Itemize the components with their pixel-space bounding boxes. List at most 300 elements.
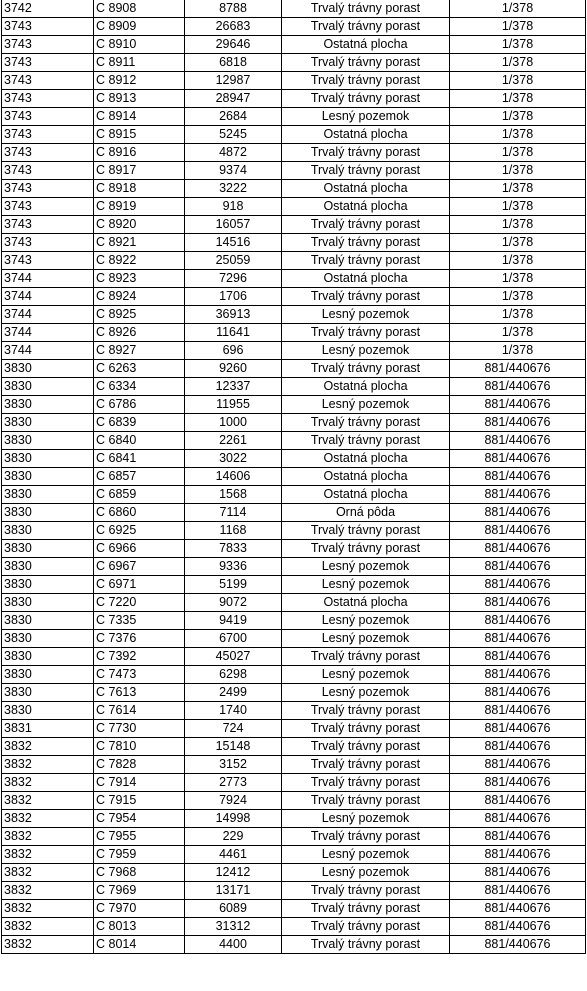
parcel-number-cell: C 8919 bbox=[94, 198, 185, 216]
area-cell: 12412 bbox=[185, 864, 282, 882]
table-row bbox=[2, 450, 586, 468]
parcel-number-cell: C 6971 bbox=[94, 576, 185, 594]
ownership-sheet-cell: 3832 bbox=[2, 864, 94, 882]
land-type-cell: Trvalý trávny porast bbox=[282, 432, 450, 450]
share-cell: 1/378 bbox=[450, 144, 586, 162]
parcel-number-cell: C 7914 bbox=[94, 774, 185, 792]
parcel-number-cell: C 7614 bbox=[94, 702, 185, 720]
parcel-number-cell: C 8926 bbox=[94, 324, 185, 342]
area-cell: 9419 bbox=[185, 612, 282, 630]
ownership-sheet-cell: 3832 bbox=[2, 882, 94, 900]
ownership-sheet-cell: 3830 bbox=[2, 468, 94, 486]
land-type-cell: Trvalý trávny porast bbox=[282, 54, 450, 72]
ownership-sheet-cell: 3832 bbox=[2, 936, 94, 954]
table-row bbox=[2, 630, 586, 648]
share-cell: 881/440676 bbox=[450, 702, 586, 720]
parcel-number-cell: C 6860 bbox=[94, 504, 185, 522]
land-type-cell: Trvalý trávny porast bbox=[282, 414, 450, 432]
area-cell: 2499 bbox=[185, 684, 282, 702]
table-row bbox=[2, 0, 586, 18]
parcel-number-cell: C 8915 bbox=[94, 126, 185, 144]
table-row bbox=[2, 666, 586, 684]
land-type-cell: Lesný pozemok bbox=[282, 666, 450, 684]
land-type-cell: Trvalý trávny porast bbox=[282, 72, 450, 90]
area-cell: 3022 bbox=[185, 450, 282, 468]
table-row bbox=[2, 36, 586, 54]
land-type-cell: Ostatná plocha bbox=[282, 486, 450, 504]
table-row bbox=[2, 468, 586, 486]
area-cell: 4400 bbox=[185, 936, 282, 954]
share-cell: 1/378 bbox=[450, 180, 586, 198]
share-cell: 881/440676 bbox=[450, 612, 586, 630]
ownership-sheet-cell: 3832 bbox=[2, 774, 94, 792]
table-row bbox=[2, 846, 586, 864]
land-type-cell: Trvalý trávny porast bbox=[282, 774, 450, 792]
land-type-cell: Trvalý trávny porast bbox=[282, 252, 450, 270]
table-row bbox=[2, 504, 586, 522]
parcel-number-cell: C 8925 bbox=[94, 306, 185, 324]
parcel-number-cell: C 7954 bbox=[94, 810, 185, 828]
parcel-number-cell: C 8923 bbox=[94, 270, 185, 288]
land-type-cell: Ostatná plocha bbox=[282, 594, 450, 612]
area-cell: 1568 bbox=[185, 486, 282, 504]
share-cell: 881/440676 bbox=[450, 684, 586, 702]
parcel-number-cell: C 7220 bbox=[94, 594, 185, 612]
ownership-sheet-cell: 3832 bbox=[2, 810, 94, 828]
share-cell: 1/378 bbox=[450, 252, 586, 270]
share-cell: 881/440676 bbox=[450, 720, 586, 738]
table-row bbox=[2, 54, 586, 72]
table-row bbox=[2, 702, 586, 720]
ownership-sheet-cell: 3832 bbox=[2, 828, 94, 846]
ownership-sheet-cell: 3830 bbox=[2, 630, 94, 648]
land-type-cell: Trvalý trávny porast bbox=[282, 702, 450, 720]
table-row bbox=[2, 18, 586, 36]
area-cell: 45027 bbox=[185, 648, 282, 666]
ownership-sheet-cell: 3743 bbox=[2, 252, 94, 270]
table-row bbox=[2, 198, 586, 216]
table-row bbox=[2, 108, 586, 126]
ownership-sheet-cell: 3743 bbox=[2, 18, 94, 36]
land-type-cell: Trvalý trávny porast bbox=[282, 216, 450, 234]
share-cell: 881/440676 bbox=[450, 864, 586, 882]
table-row bbox=[2, 918, 586, 936]
land-type-cell: Ostatná plocha bbox=[282, 468, 450, 486]
parcel-number-cell: C 7730 bbox=[94, 720, 185, 738]
land-type-cell: Trvalý trávny porast bbox=[282, 828, 450, 846]
table-row bbox=[2, 486, 586, 504]
table-row bbox=[2, 414, 586, 432]
table-row bbox=[2, 900, 586, 918]
share-cell: 1/378 bbox=[450, 126, 586, 144]
parcel-number-cell: C 8910 bbox=[94, 36, 185, 54]
ownership-sheet-cell: 3743 bbox=[2, 54, 94, 72]
ownership-sheet-cell: 3832 bbox=[2, 846, 94, 864]
table-row bbox=[2, 144, 586, 162]
table-row bbox=[2, 774, 586, 792]
land-type-cell: Trvalý trávny porast bbox=[282, 792, 450, 810]
parcel-number-cell: C 6786 bbox=[94, 396, 185, 414]
area-cell: 25059 bbox=[185, 252, 282, 270]
share-cell: 1/378 bbox=[450, 216, 586, 234]
land-type-cell: Lesný pozemok bbox=[282, 810, 450, 828]
area-cell: 2773 bbox=[185, 774, 282, 792]
ownership-sheet-cell: 3744 bbox=[2, 288, 94, 306]
share-cell: 881/440676 bbox=[450, 882, 586, 900]
area-cell: 7833 bbox=[185, 540, 282, 558]
ownership-sheet-cell: 3830 bbox=[2, 576, 94, 594]
parcel-number-cell: C 8913 bbox=[94, 90, 185, 108]
area-cell: 6818 bbox=[185, 54, 282, 72]
table-row bbox=[2, 882, 586, 900]
area-cell: 12337 bbox=[185, 378, 282, 396]
ownership-sheet-cell: 3830 bbox=[2, 558, 94, 576]
ownership-sheet-cell: 3743 bbox=[2, 72, 94, 90]
share-cell: 881/440676 bbox=[450, 558, 586, 576]
table-row bbox=[2, 828, 586, 846]
table-row bbox=[2, 180, 586, 198]
parcel-number-cell: C 6859 bbox=[94, 486, 185, 504]
ownership-sheet-cell: 3744 bbox=[2, 270, 94, 288]
land-type-cell: Trvalý trávny porast bbox=[282, 756, 450, 774]
share-cell: 881/440676 bbox=[450, 666, 586, 684]
share-cell: 1/378 bbox=[450, 198, 586, 216]
ownership-sheet-cell: 3830 bbox=[2, 522, 94, 540]
share-cell: 881/440676 bbox=[450, 738, 586, 756]
land-type-cell: Trvalý trávny porast bbox=[282, 918, 450, 936]
table-row bbox=[2, 396, 586, 414]
ownership-sheet-cell: 3830 bbox=[2, 666, 94, 684]
ownership-sheet-cell: 3830 bbox=[2, 450, 94, 468]
ownership-sheet-cell: 3830 bbox=[2, 378, 94, 396]
table-row bbox=[2, 594, 586, 612]
share-cell: 1/378 bbox=[450, 270, 586, 288]
area-cell: 918 bbox=[185, 198, 282, 216]
parcel-number-cell: C 8920 bbox=[94, 216, 185, 234]
land-type-cell: Trvalý trávny porast bbox=[282, 540, 450, 558]
share-cell: 1/378 bbox=[450, 288, 586, 306]
table-row bbox=[2, 216, 586, 234]
share-cell: 1/378 bbox=[450, 36, 586, 54]
table-row bbox=[2, 612, 586, 630]
parcel-table-body bbox=[2, 0, 586, 954]
share-cell: 881/440676 bbox=[450, 774, 586, 792]
ownership-sheet-cell: 3743 bbox=[2, 180, 94, 198]
table-row bbox=[2, 756, 586, 774]
parcel-number-cell: C 8911 bbox=[94, 54, 185, 72]
share-cell: 1/378 bbox=[450, 324, 586, 342]
area-cell: 6089 bbox=[185, 900, 282, 918]
share-cell: 1/378 bbox=[450, 108, 586, 126]
land-type-cell: Trvalý trávny porast bbox=[282, 360, 450, 378]
parcel-number-cell: C 8921 bbox=[94, 234, 185, 252]
parcel-number-cell: C 8909 bbox=[94, 18, 185, 36]
parcel-number-cell: C 6841 bbox=[94, 450, 185, 468]
ownership-sheet-cell: 3830 bbox=[2, 594, 94, 612]
area-cell: 16057 bbox=[185, 216, 282, 234]
area-cell: 26683 bbox=[185, 18, 282, 36]
area-cell: 15148 bbox=[185, 738, 282, 756]
parcel-number-cell: C 8912 bbox=[94, 72, 185, 90]
land-type-cell: Trvalý trávny porast bbox=[282, 90, 450, 108]
share-cell: 881/440676 bbox=[450, 648, 586, 666]
parcel-number-cell: C 8922 bbox=[94, 252, 185, 270]
parcel-number-cell: C 7392 bbox=[94, 648, 185, 666]
table-row bbox=[2, 432, 586, 450]
ownership-sheet-cell: 3830 bbox=[2, 504, 94, 522]
area-cell: 36913 bbox=[185, 306, 282, 324]
parcel-number-cell: C 7959 bbox=[94, 846, 185, 864]
share-cell: 881/440676 bbox=[450, 756, 586, 774]
ownership-sheet-cell: 3830 bbox=[2, 648, 94, 666]
area-cell: 8788 bbox=[185, 0, 282, 18]
land-type-cell: Lesný pozemok bbox=[282, 846, 450, 864]
area-cell: 229 bbox=[185, 828, 282, 846]
parcel-number-cell: C 7969 bbox=[94, 882, 185, 900]
area-cell: 9374 bbox=[185, 162, 282, 180]
area-cell: 29646 bbox=[185, 36, 282, 54]
parcel-number-cell: C 8013 bbox=[94, 918, 185, 936]
parcel-number-cell: C 6263 bbox=[94, 360, 185, 378]
ownership-sheet-cell: 3830 bbox=[2, 486, 94, 504]
table-row bbox=[2, 252, 586, 270]
parcel-number-cell: C 7828 bbox=[94, 756, 185, 774]
area-cell: 2261 bbox=[185, 432, 282, 450]
share-cell: 881/440676 bbox=[450, 594, 586, 612]
area-cell: 13171 bbox=[185, 882, 282, 900]
area-cell: 12987 bbox=[185, 72, 282, 90]
land-type-cell: Lesný pozemok bbox=[282, 612, 450, 630]
parcel-number-cell: C 6925 bbox=[94, 522, 185, 540]
share-cell: 1/378 bbox=[450, 342, 586, 360]
table-row bbox=[2, 324, 586, 342]
table-row bbox=[2, 162, 586, 180]
area-cell: 7114 bbox=[185, 504, 282, 522]
land-type-cell: Trvalý trávny porast bbox=[282, 900, 450, 918]
table-row bbox=[2, 126, 586, 144]
ownership-sheet-cell: 3744 bbox=[2, 306, 94, 324]
table-row bbox=[2, 270, 586, 288]
ownership-sheet-cell: 3743 bbox=[2, 144, 94, 162]
ownership-sheet-cell: 3743 bbox=[2, 198, 94, 216]
parcel-number-cell: C 8908 bbox=[94, 0, 185, 18]
area-cell: 9072 bbox=[185, 594, 282, 612]
ownership-sheet-cell: 3830 bbox=[2, 360, 94, 378]
land-type-cell: Trvalý trávny porast bbox=[282, 720, 450, 738]
share-cell: 881/440676 bbox=[450, 468, 586, 486]
ownership-sheet-cell: 3832 bbox=[2, 900, 94, 918]
ownership-sheet-cell: 3830 bbox=[2, 612, 94, 630]
ownership-sheet-cell: 3832 bbox=[2, 756, 94, 774]
ownership-sheet-cell: 3830 bbox=[2, 684, 94, 702]
table-row bbox=[2, 342, 586, 360]
land-type-cell: Lesný pozemok bbox=[282, 108, 450, 126]
land-type-cell: Trvalý trávny porast bbox=[282, 522, 450, 540]
ownership-sheet-cell: 3743 bbox=[2, 216, 94, 234]
share-cell: 881/440676 bbox=[450, 540, 586, 558]
parcel-number-cell: C 6857 bbox=[94, 468, 185, 486]
area-cell: 3152 bbox=[185, 756, 282, 774]
land-type-cell: Trvalý trávny porast bbox=[282, 738, 450, 756]
ownership-sheet-cell: 3830 bbox=[2, 432, 94, 450]
parcel-number-cell: C 7473 bbox=[94, 666, 185, 684]
land-type-cell: Trvalý trávny porast bbox=[282, 936, 450, 954]
table-row bbox=[2, 72, 586, 90]
table-row bbox=[2, 540, 586, 558]
ownership-sheet-cell: 3744 bbox=[2, 342, 94, 360]
table-row bbox=[2, 360, 586, 378]
parcel-number-cell: C 8916 bbox=[94, 144, 185, 162]
parcel-number-cell: C 6967 bbox=[94, 558, 185, 576]
land-type-cell: Lesný pozemok bbox=[282, 558, 450, 576]
area-cell: 28947 bbox=[185, 90, 282, 108]
land-type-cell: Orná pôda bbox=[282, 504, 450, 522]
parcel-table bbox=[1, 0, 586, 954]
parcel-number-cell: C 6966 bbox=[94, 540, 185, 558]
area-cell: 5245 bbox=[185, 126, 282, 144]
parcel-number-cell: C 8924 bbox=[94, 288, 185, 306]
share-cell: 1/378 bbox=[450, 72, 586, 90]
land-type-cell: Trvalý trávny porast bbox=[282, 288, 450, 306]
table-row bbox=[2, 90, 586, 108]
share-cell: 1/378 bbox=[450, 162, 586, 180]
area-cell: 7924 bbox=[185, 792, 282, 810]
land-type-cell: Trvalý trávny porast bbox=[282, 324, 450, 342]
land-type-cell: Ostatná plocha bbox=[282, 36, 450, 54]
share-cell: 881/440676 bbox=[450, 396, 586, 414]
share-cell: 881/440676 bbox=[450, 414, 586, 432]
parcel-number-cell: C 7955 bbox=[94, 828, 185, 846]
table-row bbox=[2, 684, 586, 702]
share-cell: 1/378 bbox=[450, 234, 586, 252]
table-row bbox=[2, 306, 586, 324]
land-type-cell: Ostatná plocha bbox=[282, 126, 450, 144]
area-cell: 31312 bbox=[185, 918, 282, 936]
parcel-number-cell: C 7968 bbox=[94, 864, 185, 882]
table-row bbox=[2, 738, 586, 756]
area-cell: 1168 bbox=[185, 522, 282, 540]
land-type-cell: Lesný pozemok bbox=[282, 630, 450, 648]
land-type-cell: Lesný pozemok bbox=[282, 306, 450, 324]
land-type-cell: Trvalý trávny porast bbox=[282, 18, 450, 36]
table-row bbox=[2, 558, 586, 576]
ownership-sheet-cell: 3830 bbox=[2, 540, 94, 558]
share-cell: 881/440676 bbox=[450, 630, 586, 648]
land-type-cell: Ostatná plocha bbox=[282, 198, 450, 216]
land-type-cell: Trvalý trávny porast bbox=[282, 648, 450, 666]
area-cell: 2684 bbox=[185, 108, 282, 126]
table-row bbox=[2, 936, 586, 954]
share-cell: 881/440676 bbox=[450, 792, 586, 810]
parcel-number-cell: C 8917 bbox=[94, 162, 185, 180]
area-cell: 3222 bbox=[185, 180, 282, 198]
table-row bbox=[2, 522, 586, 540]
table-row bbox=[2, 792, 586, 810]
share-cell: 1/378 bbox=[450, 90, 586, 108]
share-cell: 881/440676 bbox=[450, 900, 586, 918]
ownership-sheet-cell: 3830 bbox=[2, 396, 94, 414]
area-cell: 14606 bbox=[185, 468, 282, 486]
ownership-sheet-cell: 3832 bbox=[2, 918, 94, 936]
area-cell: 6298 bbox=[185, 666, 282, 684]
land-type-cell: Trvalý trávny porast bbox=[282, 234, 450, 252]
ownership-sheet-cell: 3832 bbox=[2, 792, 94, 810]
table-row bbox=[2, 648, 586, 666]
share-cell: 1/378 bbox=[450, 54, 586, 72]
share-cell: 881/440676 bbox=[450, 522, 586, 540]
parcel-number-cell: C 7613 bbox=[94, 684, 185, 702]
share-cell: 881/440676 bbox=[450, 450, 586, 468]
share-cell: 881/440676 bbox=[450, 828, 586, 846]
land-type-cell: Ostatná plocha bbox=[282, 378, 450, 396]
table-row bbox=[2, 288, 586, 306]
share-cell: 881/440676 bbox=[450, 360, 586, 378]
table-row bbox=[2, 576, 586, 594]
share-cell: 881/440676 bbox=[450, 486, 586, 504]
share-cell: 1/378 bbox=[450, 306, 586, 324]
area-cell: 4872 bbox=[185, 144, 282, 162]
ownership-sheet-cell: 3743 bbox=[2, 234, 94, 252]
parcel-number-cell: C 8927 bbox=[94, 342, 185, 360]
table-row bbox=[2, 234, 586, 252]
area-cell: 1740 bbox=[185, 702, 282, 720]
parcel-number-cell: C 6840 bbox=[94, 432, 185, 450]
land-type-cell: Lesný pozemok bbox=[282, 864, 450, 882]
area-cell: 7296 bbox=[185, 270, 282, 288]
land-type-cell: Lesný pozemok bbox=[282, 342, 450, 360]
land-type-cell: Ostatná plocha bbox=[282, 180, 450, 198]
share-cell: 881/440676 bbox=[450, 432, 586, 450]
ownership-sheet-cell: 3743 bbox=[2, 162, 94, 180]
share-cell: 1/378 bbox=[450, 0, 586, 18]
area-cell: 9336 bbox=[185, 558, 282, 576]
parcel-number-cell: C 6334 bbox=[94, 378, 185, 396]
table-row bbox=[2, 720, 586, 738]
ownership-sheet-cell: 3743 bbox=[2, 108, 94, 126]
area-cell: 5199 bbox=[185, 576, 282, 594]
share-cell: 881/440676 bbox=[450, 378, 586, 396]
area-cell: 14516 bbox=[185, 234, 282, 252]
land-type-cell: Trvalý trávny porast bbox=[282, 162, 450, 180]
ownership-sheet-cell: 3831 bbox=[2, 720, 94, 738]
land-type-cell: Lesný pozemok bbox=[282, 684, 450, 702]
land-type-cell: Ostatná plocha bbox=[282, 270, 450, 288]
area-cell: 6700 bbox=[185, 630, 282, 648]
area-cell: 696 bbox=[185, 342, 282, 360]
area-cell: 724 bbox=[185, 720, 282, 738]
area-cell: 4461 bbox=[185, 846, 282, 864]
ownership-sheet-cell: 3743 bbox=[2, 90, 94, 108]
parcel-number-cell: C 7970 bbox=[94, 900, 185, 918]
area-cell: 1706 bbox=[185, 288, 282, 306]
land-type-cell: Lesný pozemok bbox=[282, 396, 450, 414]
parcel-number-cell: C 8014 bbox=[94, 936, 185, 954]
area-cell: 1000 bbox=[185, 414, 282, 432]
share-cell: 881/440676 bbox=[450, 936, 586, 954]
area-cell: 14998 bbox=[185, 810, 282, 828]
parcel-number-cell: C 7376 bbox=[94, 630, 185, 648]
land-type-cell: Lesný pozemok bbox=[282, 576, 450, 594]
area-cell: 9260 bbox=[185, 360, 282, 378]
parcel-number-cell: C 7810 bbox=[94, 738, 185, 756]
land-type-cell: Trvalý trávny porast bbox=[282, 882, 450, 900]
ownership-sheet-cell: 3832 bbox=[2, 738, 94, 756]
share-cell: 881/440676 bbox=[450, 810, 586, 828]
parcel-number-cell: C 7915 bbox=[94, 792, 185, 810]
land-type-cell: Trvalý trávny porast bbox=[282, 0, 450, 18]
share-cell: 1/378 bbox=[450, 18, 586, 36]
ownership-sheet-cell: 3830 bbox=[2, 702, 94, 720]
